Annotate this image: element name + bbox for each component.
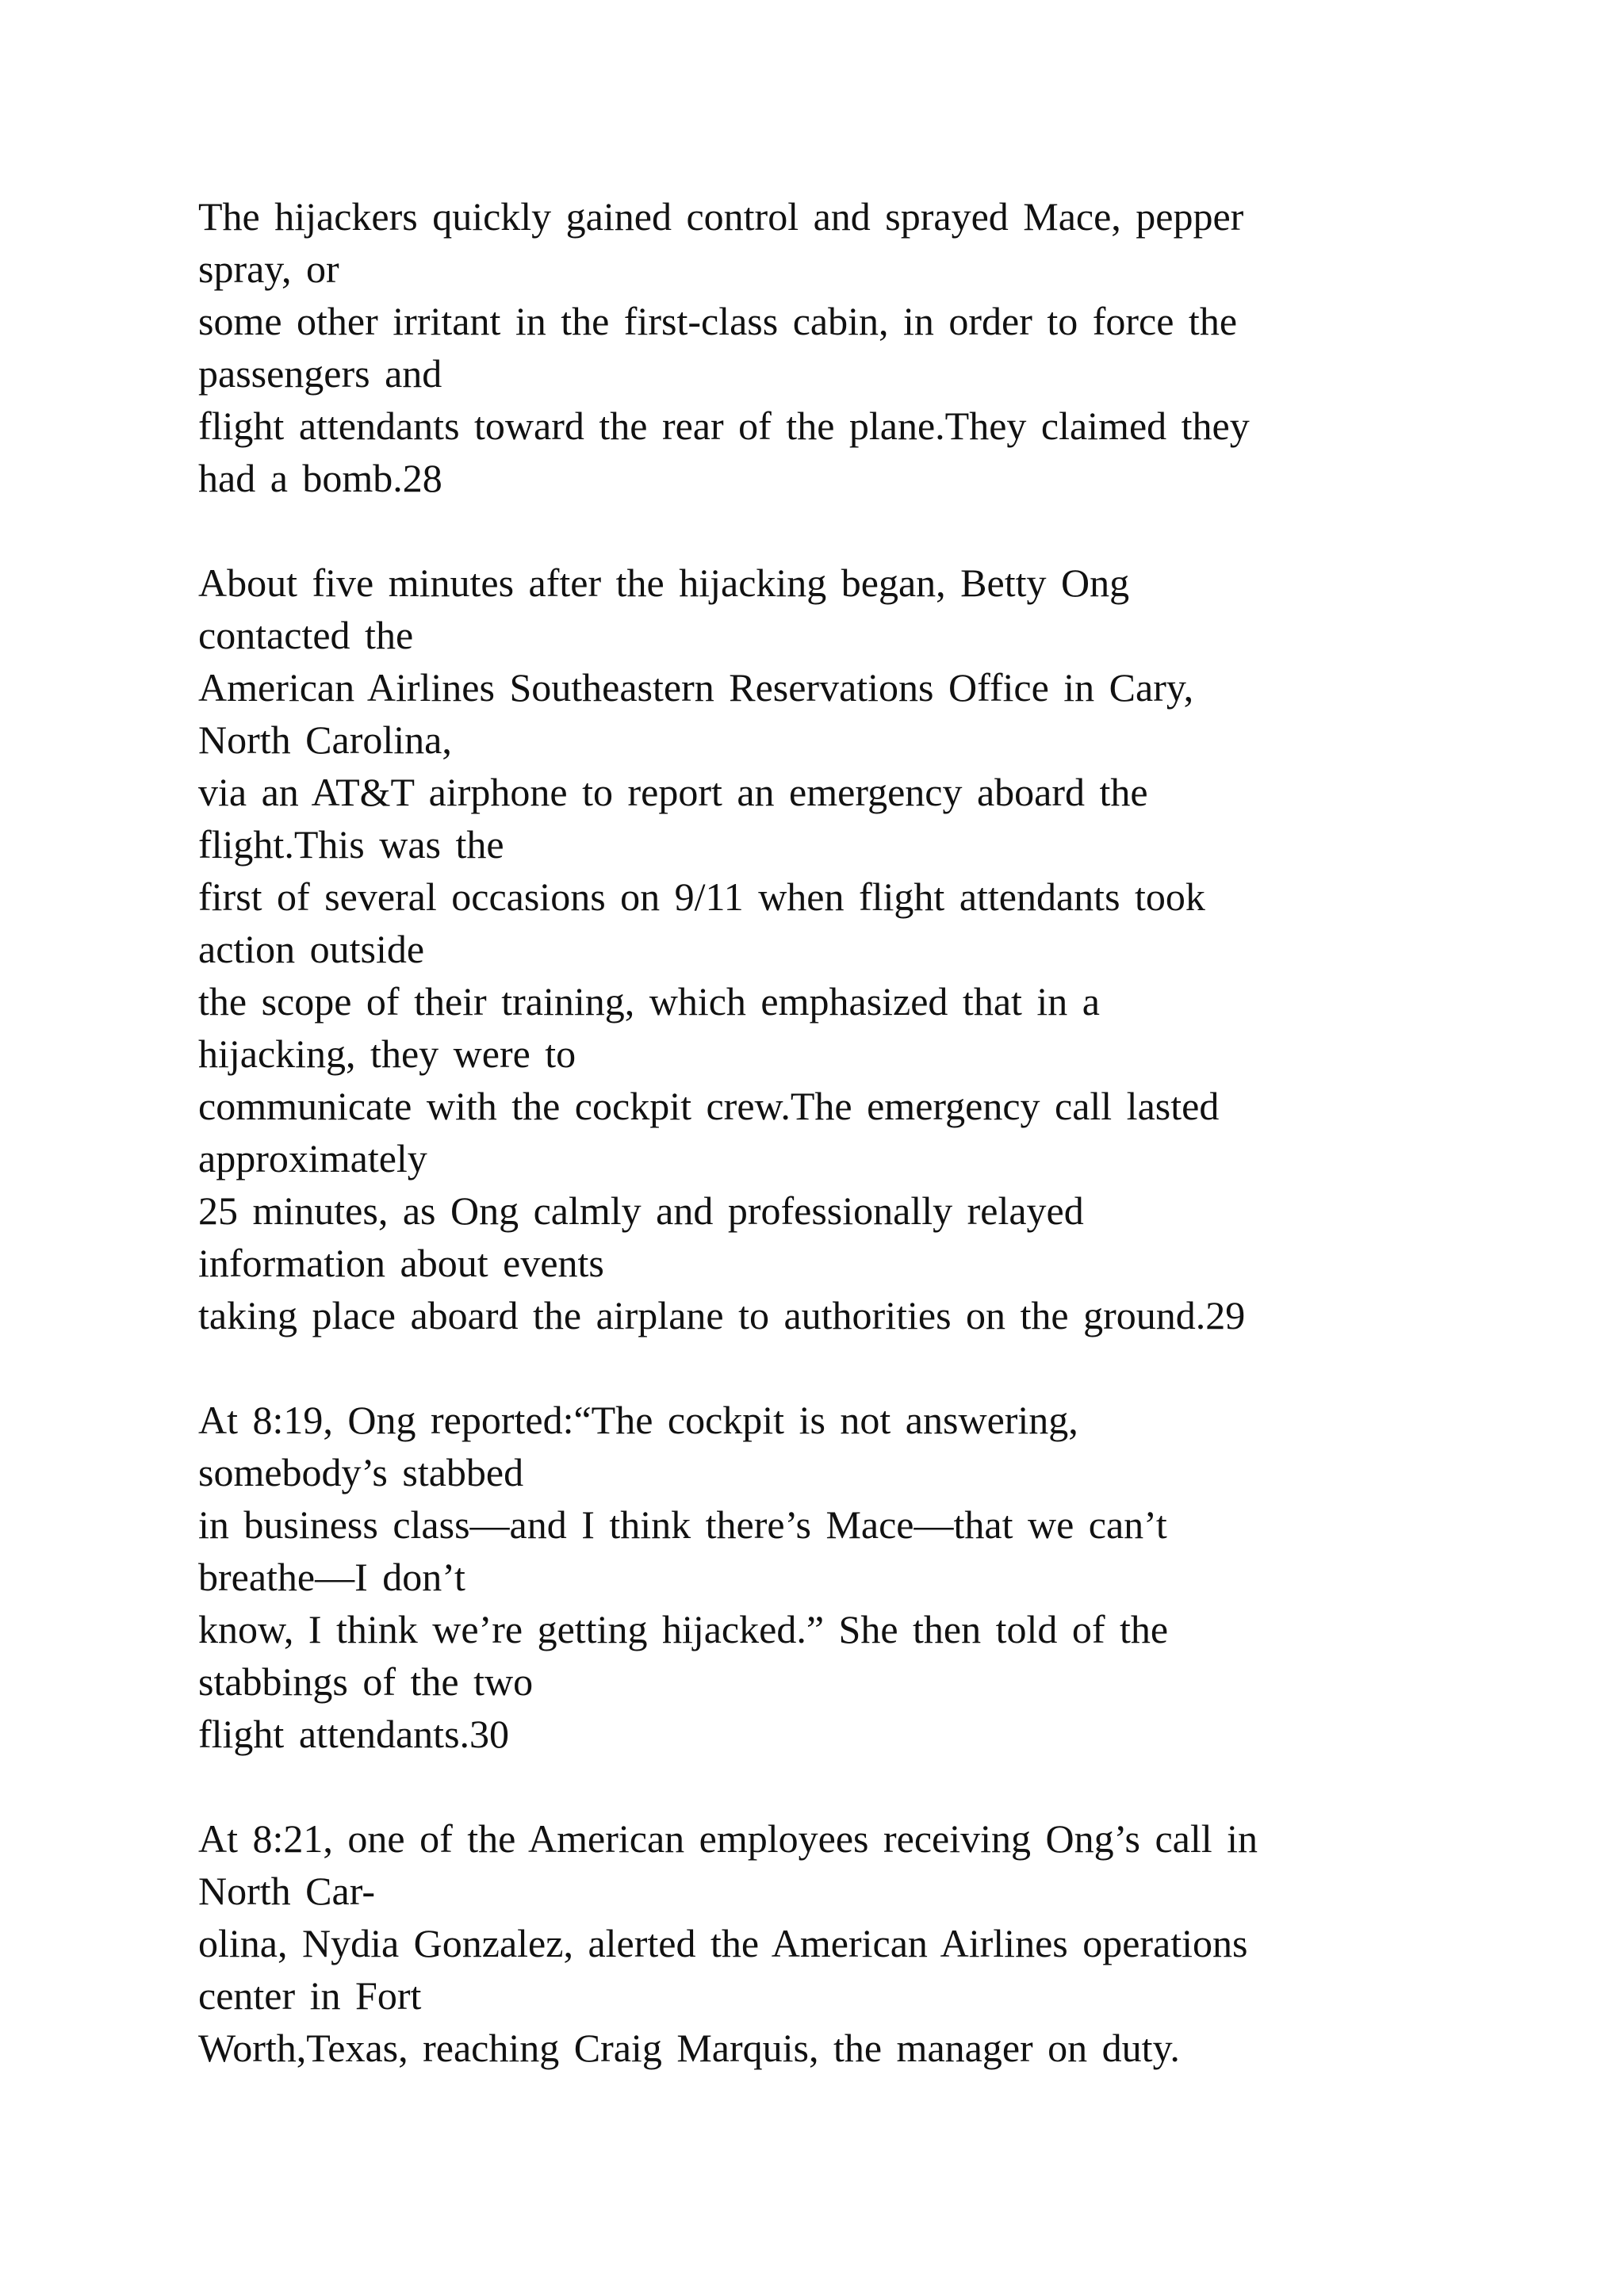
paragraph-2 <box>198 557 1467 1341</box>
text-line: first of several occasions on 9/11 when flight attendants took <box>198 874 1205 919</box>
text-line: breathe—I don’t <box>198 1555 465 1599</box>
text-line: approximately <box>198 1136 427 1181</box>
text-line: stabbings of the two <box>198 1659 534 1704</box>
text-line: the scope of their training, which emphasized that in a <box>198 979 1100 1024</box>
text-line: taking place aboard the airplane to authorities on the ground.29 <box>198 1293 1246 1337</box>
text-line: action outside <box>198 927 425 971</box>
text-line: At 8:19, Ong reported:“The cockpit is not answering, <box>198 1398 1078 1442</box>
text-line: via an AT&T airphone to report an emergency aboard the <box>198 770 1148 814</box>
text-line: somebody’s stabbed <box>198 1450 524 1494</box>
body-text <box>198 190 1467 2126</box>
text-line: flight attendants.30 <box>198 1712 510 1756</box>
text-line: North Carolina, <box>198 718 452 762</box>
paragraph-3 <box>198 1394 1467 1760</box>
text-line: At 8:21, one of the American employees receiving Ong’s call in <box>198 1816 1258 1861</box>
text-line: contacted the <box>198 613 414 657</box>
text-line: olina, Nydia Gonzalez, alerted the American Airlines operations <box>198 1921 1248 1965</box>
text-line: Worth,Texas, reaching Craig Marquis, the manager on duty. <box>198 2026 1180 2070</box>
text-line: North Car- <box>198 1869 375 1913</box>
text-line: in business class—and I think there’s Mace—that we can’t <box>198 1502 1167 1547</box>
text-line: center in Fort <box>198 1973 422 2018</box>
paragraph-1 <box>198 190 1467 504</box>
text-line: 25 minutes, as Ong calmly and professionally relayed <box>198 1188 1084 1233</box>
text-line: American Airlines Southeastern Reservations Office in Cary, <box>198 665 1194 710</box>
text-line: flight attendants toward the rear of the plane.They claimed they <box>198 404 1250 448</box>
text-line: communicate with the cockpit crew.The emergency call lasted <box>198 1084 1220 1128</box>
paragraph-4 <box>198 1812 1467 2074</box>
text-line: About five minutes after the hijacking began, Betty Ong <box>198 561 1130 605</box>
text-line: information about events <box>198 1241 604 1285</box>
text-line: some other irritant in the first-class cabin, in order to force the <box>198 299 1238 343</box>
text-line: know, I think we’re getting hijacked.” She then told of the <box>198 1607 1169 1651</box>
text-line: The hijackers quickly gained control and sprayed Mace, pepper <box>198 194 1244 239</box>
text-line: spray, or <box>198 247 339 291</box>
text-line: hijacking, they were to <box>198 1031 576 1076</box>
text-line: passengers and <box>198 351 442 396</box>
text-line: had a bomb.28 <box>198 456 442 500</box>
text-line: flight.This was the <box>198 822 504 867</box>
